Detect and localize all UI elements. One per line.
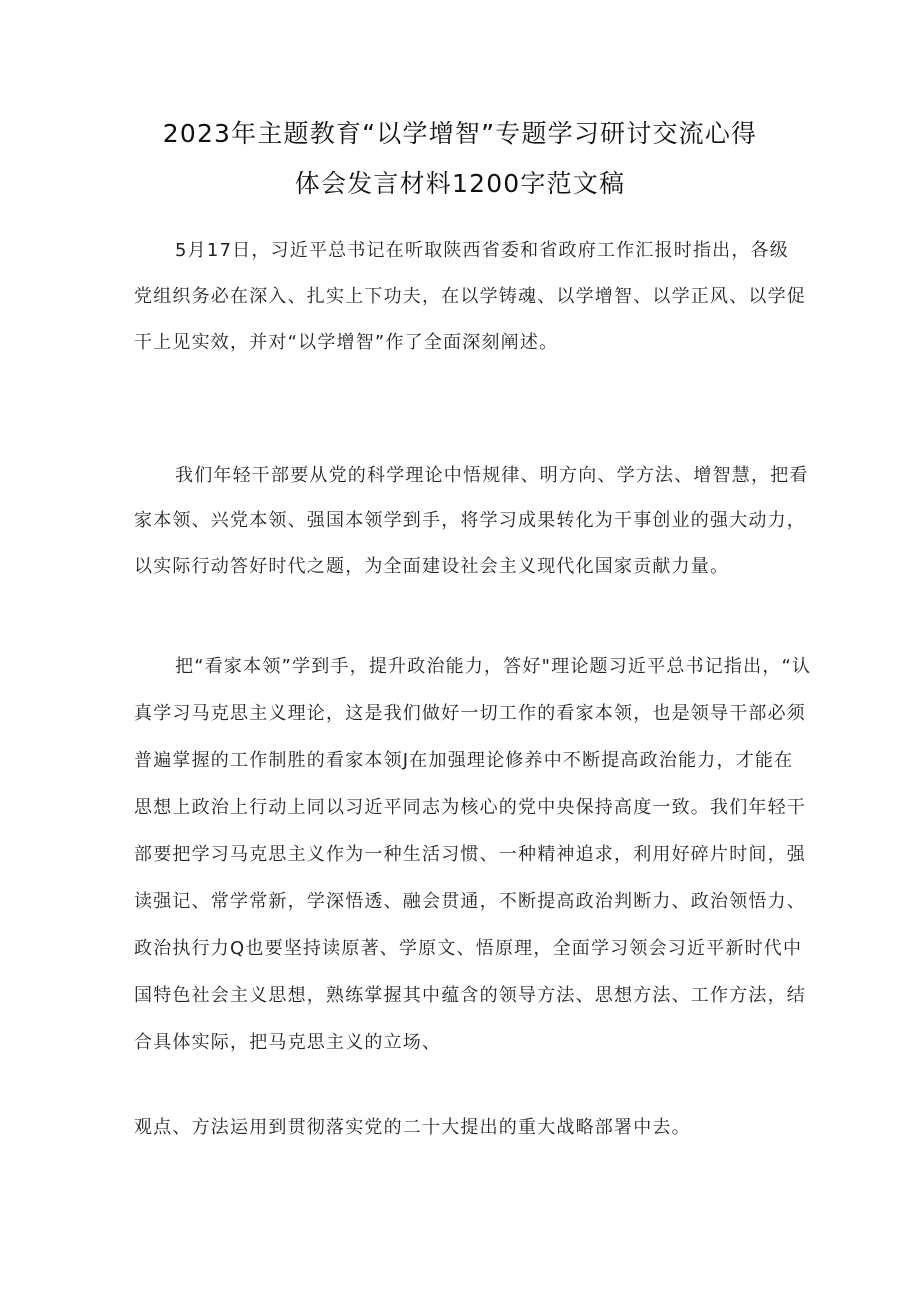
paragraph-line: 政治执行力Q也要坚持读原著、学原文、悟原理，全面学习领会习近平新时代中 — [134, 938, 803, 959]
paragraph-line: 真学习马克思主义理论，这是我们做好一切工作的看家本领，也是领导干部必须 — [134, 703, 806, 724]
paragraph-line: 党组织务必在深入、扎实上下功夫，在以学铸魂、以学增智、以学正风、以学促 — [134, 286, 806, 307]
paragraph-line: 合具体实际，把马克思主义的立场、 — [134, 1032, 442, 1053]
paragraph-line: 观点、方法运用到贯彻落实党的二十大提出的重大战略部署中去。 — [134, 1117, 691, 1138]
paragraph-line: 普遍掌握的工作制胜的看家本领J在加强理论修养中不断提高政治能力，才能在 — [134, 750, 794, 771]
paragraph-line: 读强记、常学常新，学深悟透、融会贯通，不断提高政治判断力、政治领悟力、 — [134, 891, 806, 912]
paragraph-line: 干上见实效，并对“以学增智”作了全面深刻阐述。 — [134, 332, 559, 353]
paragraph-line: 以实际行动答好时代之题，为全面建设社会主义现代化国家贡献力量。 — [134, 556, 730, 577]
document-title-line-1: 2023年主题教育“以学增智”专题学习研讨交流心得 — [162, 119, 758, 148]
document-title-line-2: 体会发言材料1200字范文稿 — [294, 169, 626, 198]
paragraph-line: 把“看家本领”学到手，提升政治能力，答好"理论题习近平总书记指出，“认 — [175, 656, 812, 677]
paragraph-line: 5月17日，习近平总书记在听取陕西省委和省政府工作汇报时指出，各级 — [175, 240, 789, 261]
paragraph-line: 思想上政治上行动上同以习近平同志为核心的党中央保持高度一致。我们年轻干 — [134, 797, 806, 818]
paragraph-line: 我们年轻干部要从党的科学理论中悟规律、明方向、学方法、增智慧，把看 — [175, 465, 809, 486]
paragraph-line: 国特色社会主义思想，熟练掌握其中蕴含的领导方法、思想方法、工作方法，结 — [134, 985, 806, 1006]
paragraph-line: 家本领、兴党本领、强国本领学到手，将学习成果转化为干事创业的强大动力， — [134, 510, 806, 531]
paragraph-line: 部要把学习马克思主义作为一种生活习惯、一种精神追求，利用好碎片时间，强 — [134, 844, 806, 865]
